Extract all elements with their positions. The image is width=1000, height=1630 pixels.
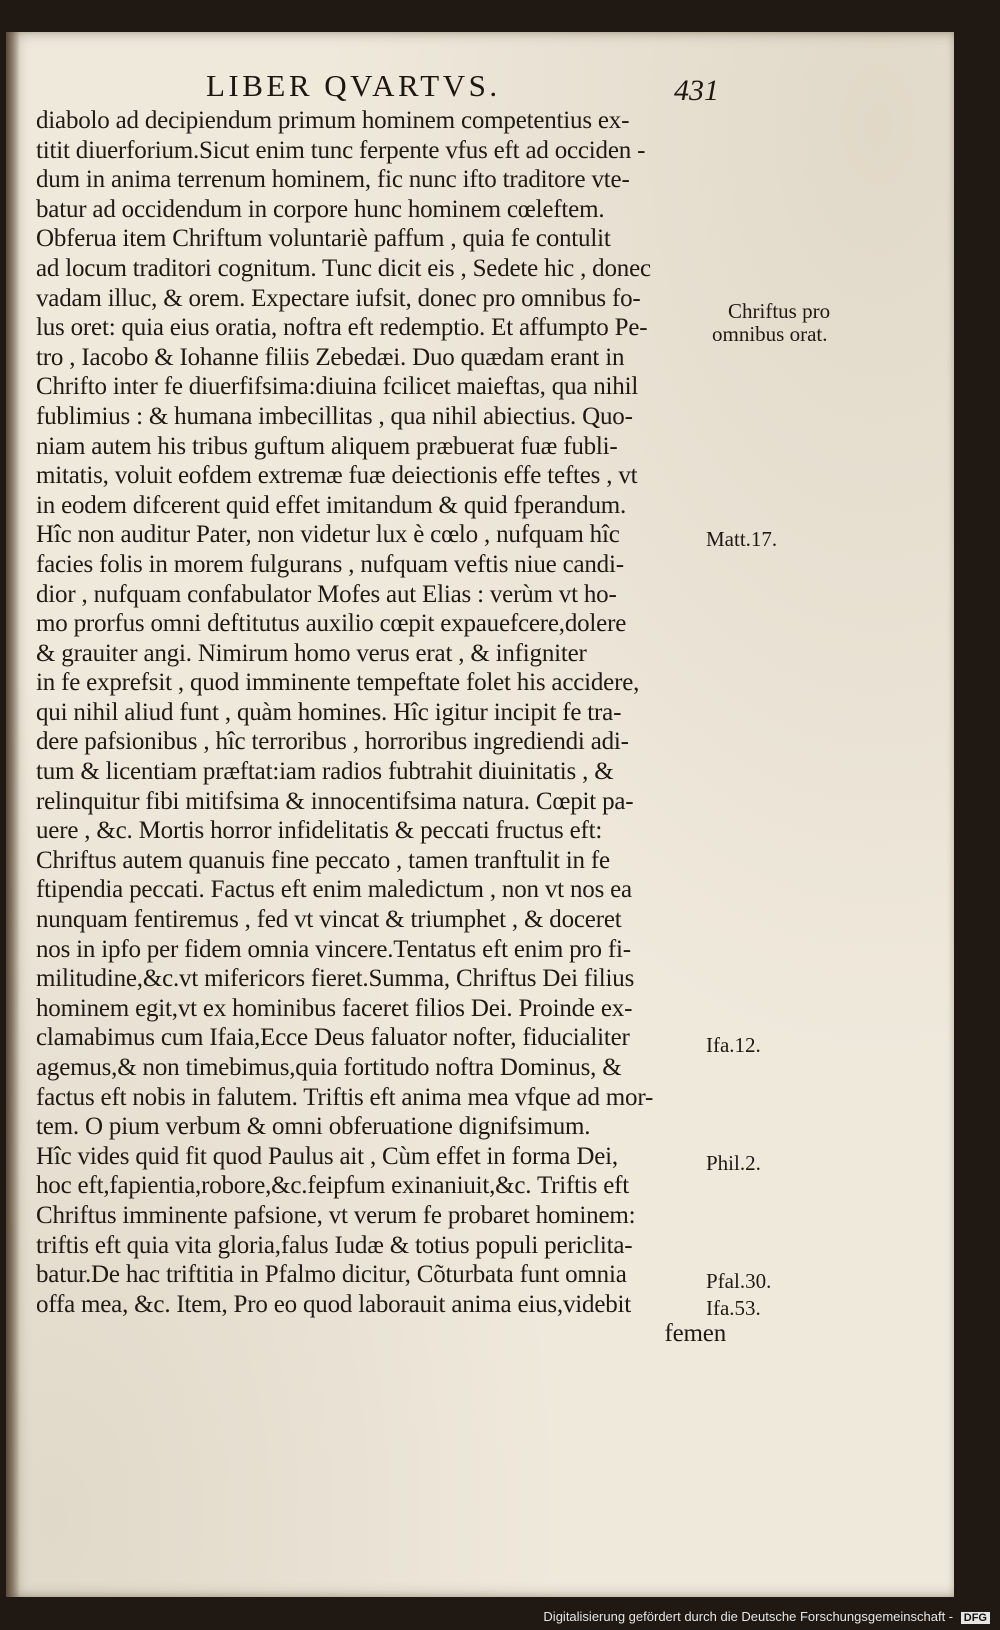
page-number: 431	[674, 74, 719, 107]
text-line: ad locum traditori cognitum. Tunc dicit eis , Sedete hic , donec	[36, 254, 651, 282]
text-line: agemus,& non timebimus,quia fortitudo noftra Dominus, &	[36, 1054, 622, 1081]
digitization-footer	[543, 1609, 990, 1624]
margin-note-omnibus: omnibus orat.	[712, 322, 828, 346]
text-line: fublimius : & humana imbecillitas , qua nihil abiectius. Quo-	[36, 402, 633, 430]
text-line: clamabimus cum Ifaia,Ecce Deus faluator nofter, fiducialiter	[36, 1024, 630, 1052]
text-line: qui nihil aliud funt , quàm homines. Hîc igitur incipit fe tra-	[36, 698, 622, 726]
text-line: mo prorfus omni deftitutus auxilio cœpit expauefcere,dolere	[36, 610, 627, 638]
text-line: niam autem his tribus guftum aliquem præbuerat fuæ fubli-	[36, 432, 618, 460]
text-line: & grauiter angi. Nimirum homo verus erat , & infigniter	[36, 639, 587, 667]
dfg-logo: DFG	[961, 1612, 990, 1624]
text-line: Chriftus imminente pafsione, vt verum fe probaret hominem:	[36, 1201, 636, 1229]
margin-note-psal: Pfal.30.	[706, 1269, 772, 1293]
text-line: dere pafsionibus , hîc terroribus , horroribus ingrediendi adi-	[36, 728, 629, 756]
text-line: batur.De hac triftitia in Pfalmo dicitur, Cõturbata funt omnia	[36, 1261, 627, 1289]
margin-note-matt: Matt.17.	[706, 527, 778, 551]
text-line: nunquam fentiremus , fed vt vincat & triumphet , & doceret	[36, 906, 622, 934]
text-line: militudine,&c.vt mifericors fieret.Summa, Chriftus Dei filius	[36, 965, 635, 993]
text-line: Obferua item Chriftum voluntariè paffum , quia fe contulit	[36, 225, 611, 253]
text-line: factus eft nobis in falutem. Triftis eft anima mea vfque ad mor-	[36, 1083, 654, 1111]
text-line: Hîc vides quid fit quod Paulus ait , Cùm effet in forma Dei,	[36, 1142, 618, 1170]
footer-text: Digitalisierung gefördert durch die Deutsche Forschungsgemeinschaft -	[543, 1609, 954, 1624]
margin-note-isa-53: Ifa.53.	[706, 1296, 761, 1320]
text-line: mitatis, voluit eofdem extremæ fuæ deiectionis effe teftes , vt	[36, 462, 638, 490]
margin-note-christus: Chriftus pro	[728, 299, 831, 323]
text-line: Hîc non auditur Pater, non videtur lux è cœlo , nufquam hîc	[36, 521, 620, 549]
text-line: in eodem difcerent quid effet imitandum & quid fperandum.	[36, 491, 627, 519]
text-line: nos in ipfo per fidem omnia vincere.Tentatus eft enim pro fi-	[36, 935, 631, 963]
text-line: Chrifto inter fe diuerfifsima:diuina fcilicet maieftas, qua nihil	[36, 373, 639, 401]
catchword: femen	[664, 1320, 726, 1348]
margin-note-phil: Phil.2.	[706, 1151, 761, 1175]
text-line: tum & licentiam præftat:iam radios fubtrahit diuinitatis , &	[36, 758, 614, 786]
text-line: batur ad occidendum in corpore hunc hominem cœleftem.	[36, 195, 605, 223]
text-line: dum in anima terrenum hominem, fic nunc ifto traditore vte-	[36, 166, 630, 194]
text-line: in fe exprefsit , quod imminente tempeftate folet his accidere,	[36, 669, 640, 697]
text-line: diabolo ad decipiendum primum hominem competentius ex-	[36, 107, 630, 134]
text-line: uere , &c. Mortis horror infidelitatis & peccati fructus eft:	[36, 817, 603, 845]
running-title: LIBER QVARTVS.	[206, 68, 501, 103]
body-text	[36, 106, 726, 1349]
text-line: vadam illuc, & orem. Expectare iufsit, donec pro omnibus fo-	[36, 284, 641, 312]
text-line: ftipendia peccati. Factus eft enim maledictum , non vt nos ea	[36, 876, 632, 904]
text-line: hoc eft,fapientia,robore,&c.feipfum exinaniuit,&c. Triftis eft	[36, 1172, 629, 1200]
text-line: relinquitur fibi mitifsima & innocentifsima natura. Cœpit pa-	[36, 787, 634, 815]
text-line: Chriftus autem quanuis fine peccato , tamen tranftulit in fe	[36, 846, 610, 874]
text-line: hominem egit,vt ex hominibus faceret filios Dei. Proinde ex-	[36, 994, 633, 1022]
page-spine-shadow	[6, 32, 20, 1597]
text-line: offa mea, &c. Item, Pro eo quod laborauit anima eius,videbit	[36, 1290, 632, 1318]
text-line: lus oret: quia eius oratia, noftra eft redemptio. Et affumpto Pe-	[36, 314, 648, 342]
text-line: facies folis in morem fulgurans , nufquam veftis niue candi-	[36, 550, 624, 578]
text-line: titit diuerforium.Sicut enim tunc ferpente vfus eft ad occiden -	[36, 136, 646, 164]
text-line: tro , Iacobo & Iohanne filiis Zebedæi. Duo quædam erant in	[36, 343, 625, 371]
text-line: tem. O pium verbum & omni obferuatione dignifsimum.	[36, 1113, 591, 1141]
book-page	[6, 32, 954, 1597]
margin-note-isa-12: Ifa.12.	[706, 1033, 761, 1057]
text-line: triftis eft quia vita gloria,falus Iudæ & totius populi periclita-	[36, 1231, 633, 1259]
text-line: dior , nufquam confabulator Mofes aut Elias : verùm vt ho-	[36, 580, 617, 608]
